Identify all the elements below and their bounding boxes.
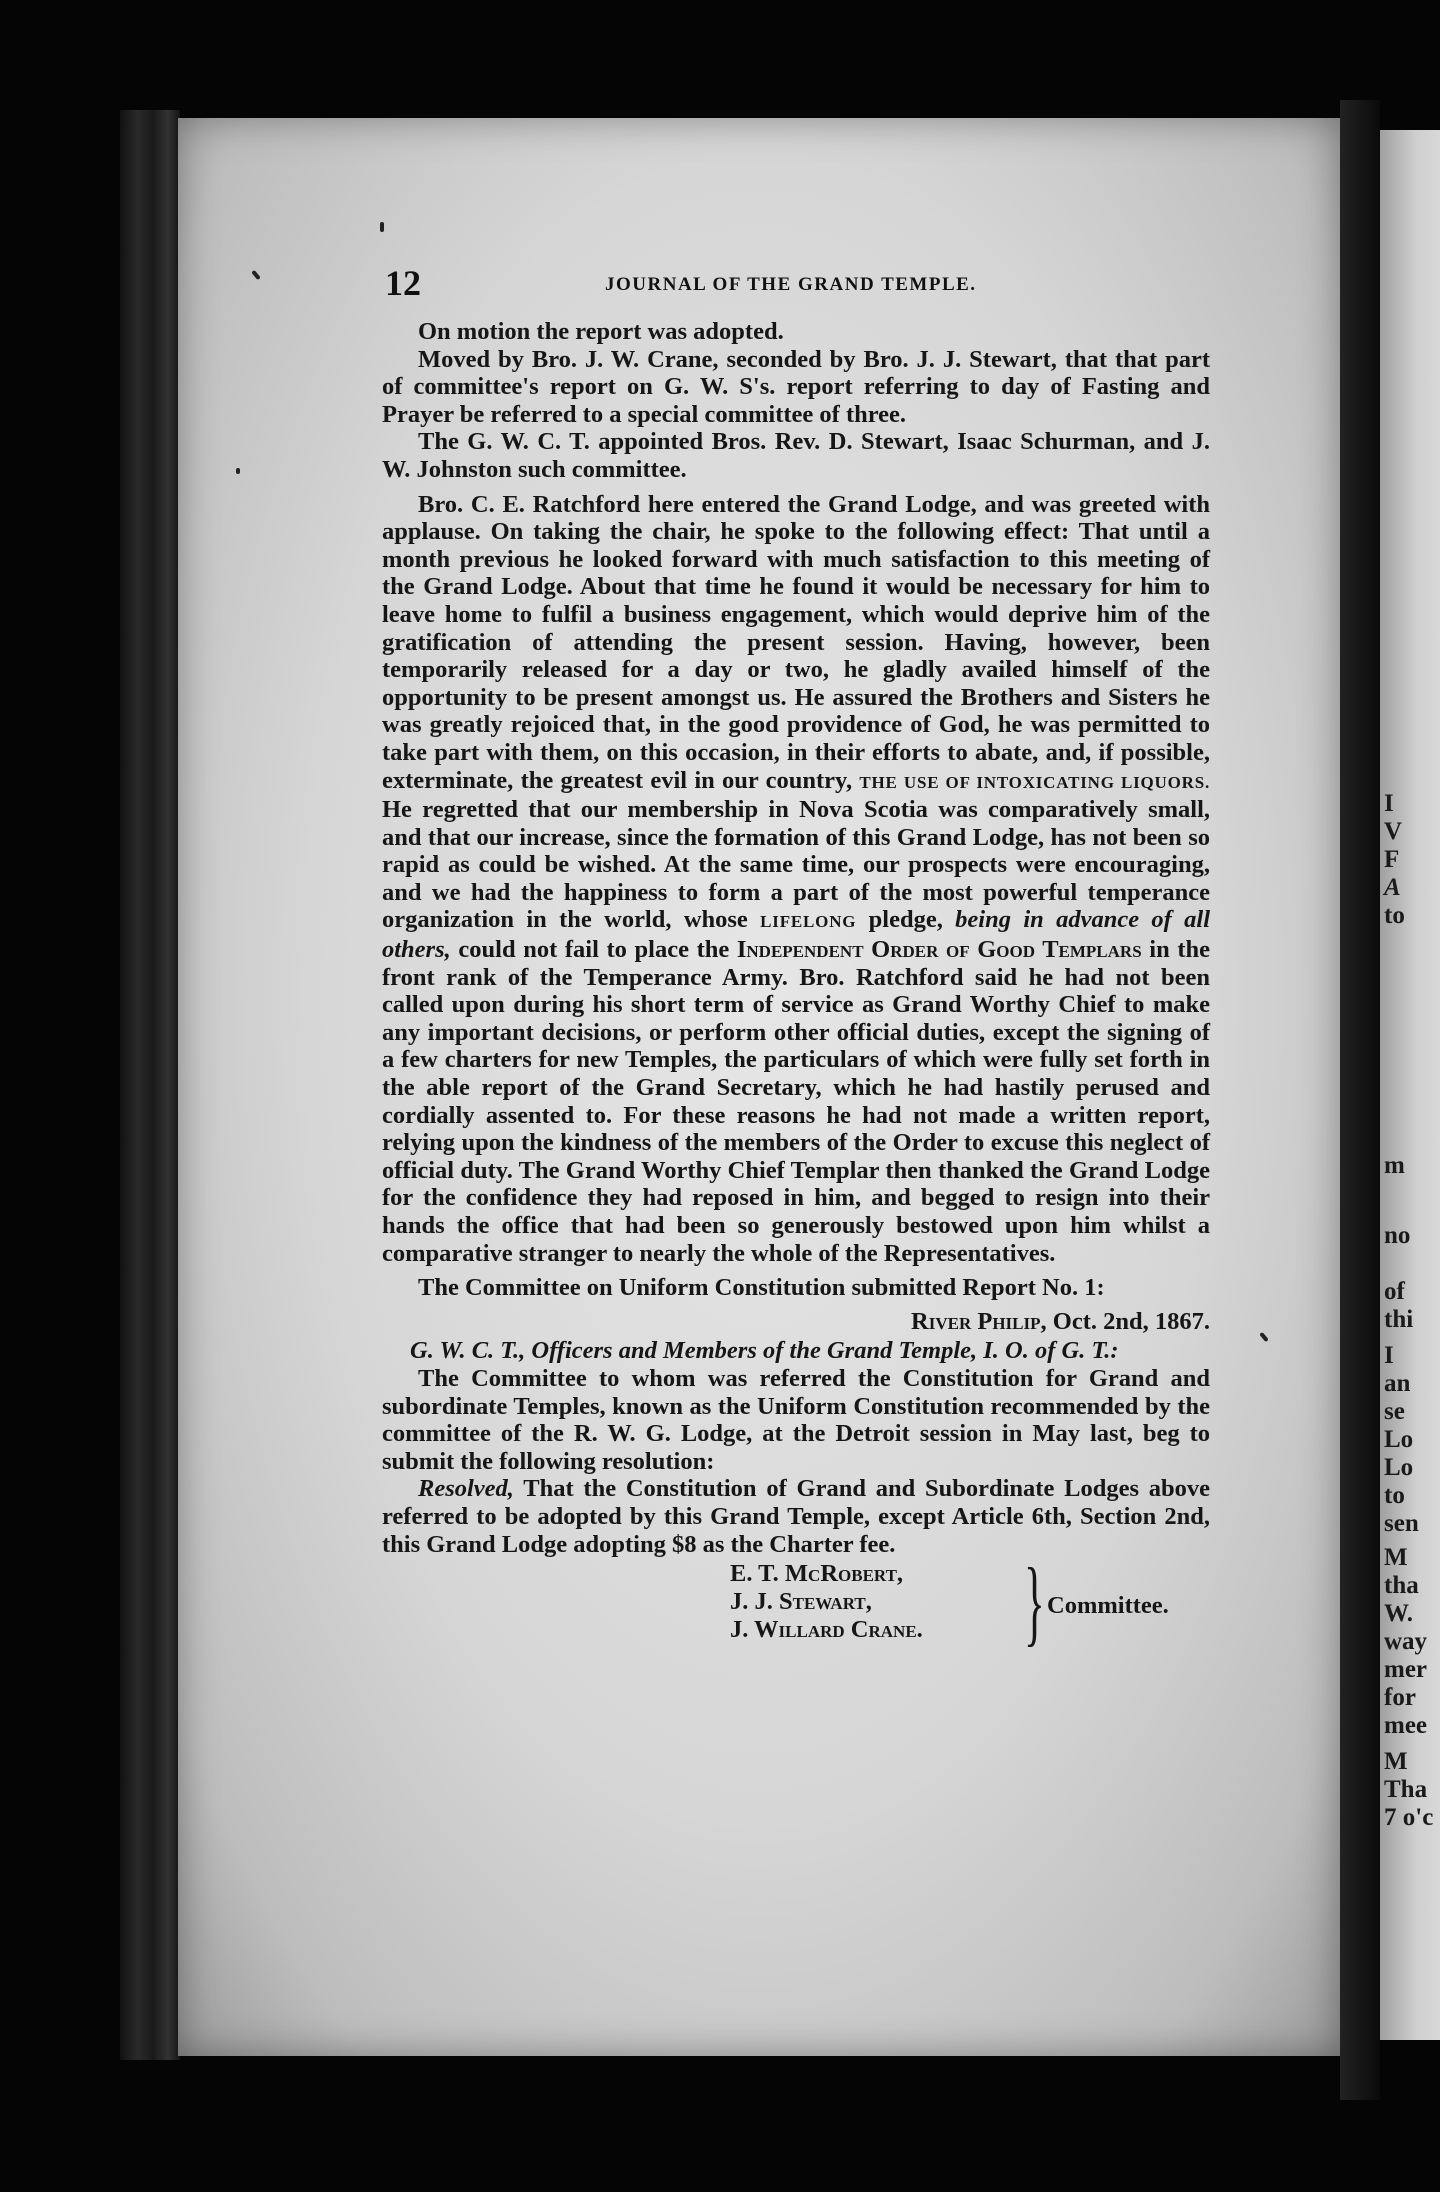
- facing-page-fragment: to: [1384, 1482, 1405, 1509]
- paragraph-constitution: The Committee to whom was referred the Constitution for Grand and subordinate Temples, known as the Uniform Constitution recommended by the committee of the R. W. G. Lodge, at the Detroit session in May last, beg to submit the following resolution:: [382, 1364, 1210, 1475]
- facing-page-fragment: M: [1384, 1544, 1408, 1571]
- facing-page-fragment: Lo: [1384, 1426, 1414, 1453]
- signature-name: J. J. Stewart,: [730, 1588, 872, 1616]
- paragraph-committee-appointed: The G. W. C. T. appointed Bros. Rev. D. Stewart, Isaac Schurman, and J. W. Johnston such committee.: [382, 428, 1210, 483]
- ink-speck: [236, 468, 240, 474]
- facing-page-edge: [1380, 130, 1440, 2040]
- salutation: G. W. C. T., Officers and Members of the Grand Temple, I. O. of G. T.:: [410, 1337, 1119, 1365]
- brace-icon: }: [1024, 1548, 1045, 1656]
- committee-label: Committee.: [1047, 1592, 1169, 1620]
- facing-page-fragment: tha: [1384, 1572, 1419, 1599]
- facing-page-fragment: V: [1384, 818, 1403, 845]
- paragraph-motion-adopted: On motion the report was adopted.: [418, 318, 784, 345]
- page-number: 12: [385, 263, 421, 303]
- speech-text: in the front rank of the Temperance Army. Bro. Ratchford said he had not been called upon during his short term of service as Grand Worthy Chief to make any important decisions, or perform other official duties, except the signing of a few charters for new Temples, the particulars of which were fully set forth in the able report of the Grand Secretary, which he had hastily perused and cordially assented to. For these reasons he had not made a written report, relying upon the kindness of the members of the Order to excuse this neglect of official duty. The Grand Worthy Chief Templar then thanked the Grand Lodge for the confidence they had reposed in him, and begged to resign into their hands the office that had been so generously bestowed upon him whilst a comparative stranger to nearly the whole of the Representatives.: [382, 936, 1210, 1267]
- dateline-place: River Philip,: [911, 1307, 1047, 1335]
- facing-page-fragment: way: [1384, 1628, 1428, 1655]
- dateline-date: Oct. 2nd, 1867.: [1052, 1307, 1210, 1335]
- speech-text: could not fail to place the: [458, 936, 730, 964]
- speech-emphasis: LIFELONG: [760, 912, 857, 932]
- speech-text: He regretted that our membership in Nova Scotia was comparatively small, and that our increase, since the formation of this Grand Lodge, has not been so rapid as could be wished. At the same time, our prospects were encouraging, and we had the happiness to form a part of the most powerful temperance organization in the world, whose: [382, 796, 1210, 934]
- facing-page-fragment: mee: [1384, 1712, 1428, 1739]
- facing-page-fragment: 7 o'c: [1384, 1804, 1434, 1831]
- facing-page-fragment: for: [1384, 1684, 1416, 1711]
- speech-text: Bro. C. E. Ratchford here entered the Grand Lodge, and was greeted with applause. On taking the chair, he spoke to the following effect: That until a month previous he looked forward with much satisfaction to this meeting of the Grand Lodge. About that time he found it would be necessary for him to leave home to fulfil a business engagement, which would deprive him of the gratification of attending the present session. Having, however, been temporarily released for a day or two, he gladly availed himself of the opportunity to be present amongst us. He assured the Brothers and Sisters he was greatly rejoiced that, in the good providence of God, he was permitted to take part with them, on this occasion, in their efforts to abate, and, if possible, exterminate, the greatest evil in our country,: [382, 490, 1210, 794]
- running-title: JOURNAL OF THE GRAND TEMPLE.: [605, 274, 977, 295]
- facing-page-fragment: to: [1384, 902, 1405, 929]
- facing-page-fragment: se: [1384, 1398, 1405, 1425]
- signature-block: [382, 1548, 1210, 1672]
- page-body: [382, 318, 1210, 1672]
- resolution-text: That the Constitution of Grand and Subordinate Lodges above referred to be adopted by this Grand Temple, except Article 6th, Section 2nd, this Grand Lodge adopting $8 as the Charter fee.: [382, 1475, 1211, 1558]
- dateline: [382, 1308, 1210, 1336]
- order-name: Independent Order of Good Templars: [736, 936, 1142, 964]
- facing-page-fragment: of: [1384, 1278, 1405, 1305]
- facing-page-fragment: an: [1384, 1370, 1411, 1397]
- facing-page-fragment: Lo: [1384, 1454, 1414, 1481]
- page-gutter: [1340, 100, 1380, 2100]
- page-header: [385, 262, 1025, 302]
- paragraph-motion-crane: Moved by Bro. J. W. Crane, seconded by Bro. J. J. Stewart, that that part of committee's report on G. W. S's. report referring to day of Fasting and Prayer be referred to a special committee of three.: [382, 345, 1210, 428]
- book-binding-edge: [120, 110, 180, 2060]
- speech-italic: being in advance of all others,: [382, 906, 1211, 964]
- ink-speck: [380, 222, 384, 232]
- facing-page-fragment: M: [1384, 1748, 1408, 1775]
- facing-page-fragment: no: [1384, 1222, 1411, 1249]
- facing-page-fragment: mer: [1384, 1656, 1428, 1683]
- facing-page-fragment: F: [1384, 846, 1400, 873]
- resolved-label: Resolved,: [418, 1475, 514, 1503]
- facing-page-fragment: sen: [1384, 1510, 1419, 1537]
- paragraph-committee-report: The Committee on Uniform Constitution submitted Report No. 1:: [418, 1274, 1105, 1302]
- signature-name: E. T. McRobert,: [730, 1560, 904, 1588]
- facing-page-fragment: A: [1384, 874, 1401, 901]
- signature-name: J. Willard Crane.: [730, 1616, 923, 1644]
- paragraph-resolution: [382, 1475, 1210, 1558]
- facing-page-fragment: I: [1384, 790, 1394, 817]
- facing-page-fragment: W.: [1384, 1600, 1413, 1627]
- facing-page-fragment: Tha: [1384, 1776, 1428, 1803]
- facing-page-fragment: thi: [1384, 1306, 1414, 1333]
- facing-page-fragment: m: [1384, 1152, 1405, 1179]
- paragraph-ratchford-speech: [382, 491, 1210, 1268]
- facing-page-fragment: I: [1384, 1342, 1394, 1369]
- speech-text: pledge,: [868, 906, 943, 934]
- speech-emphasis: THE USE OF INTOXICATING LIQUORS.: [859, 772, 1210, 792]
